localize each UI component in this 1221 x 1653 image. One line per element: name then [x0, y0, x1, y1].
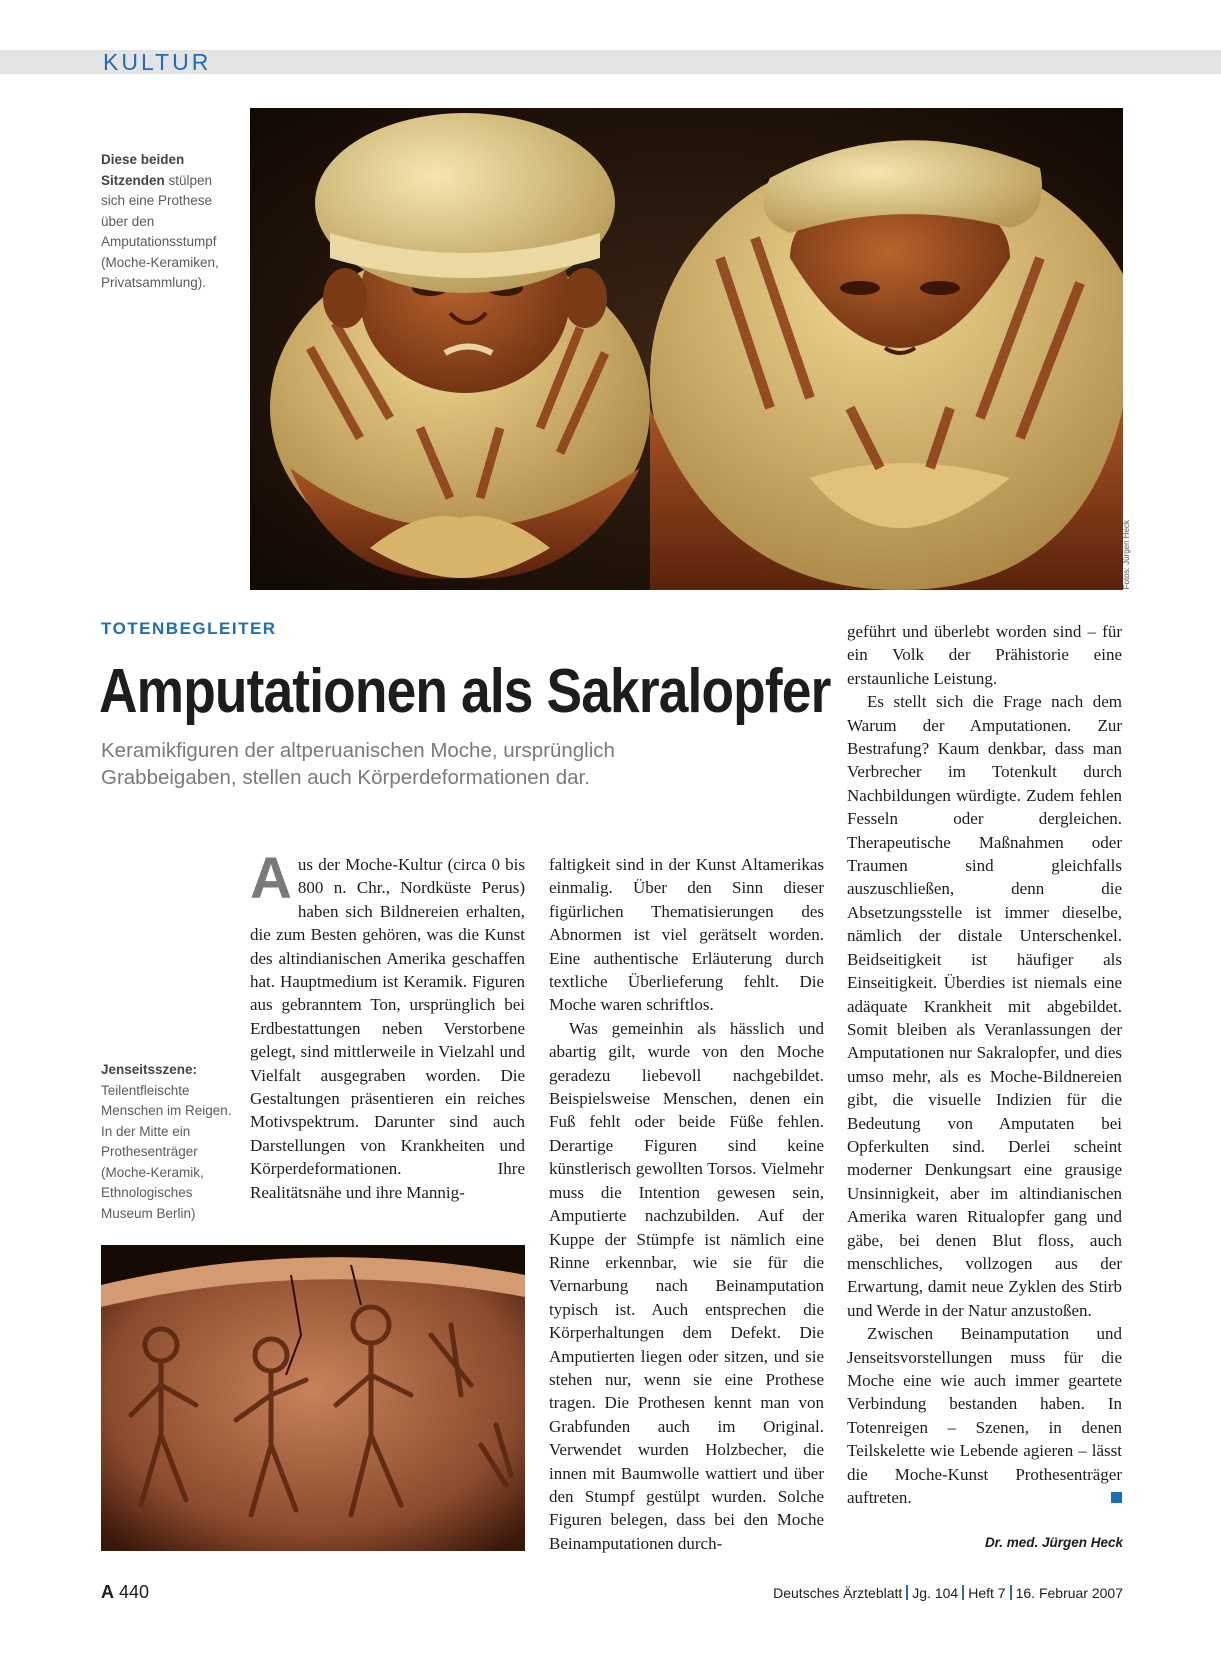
article-column-2: [549, 853, 824, 1555]
caption-top-bold: Diese beiden Sitzenden: [101, 152, 185, 188]
caption-bottom-bold: Jenseitsszene:: [101, 1062, 198, 1077]
paragraph: [847, 1322, 1122, 1509]
paragraph-text: Zwischen Beinamputation und Jenseitsvorstellungen muss für die Moche eine wie auch immer geartete Verbindung bestanden haben. In Totenreigen – Szenen, in denen Teilskelette wie Lebende agieren – lässt die Moche-Kunst Prothesenträger auftreten.: [847, 1324, 1122, 1508]
article-subheadline: Keramikfiguren der altperuanischen Moche, ursprünglich Grabbeigaben, stellen auch Körperdeformationen dar.: [101, 739, 615, 789]
journal-name: Deutsches Ärzteblatt: [773, 1585, 903, 1601]
paragraph: Es stellt sich die Frage nach dem Warum der Amputationen. Zur Bestrafung? Kaum denkbar, dass man Verbrecher im Totenkult durch Nachbildungen würdigte. Zudem fehlen Fesseln oder dergleichen. Therapeutische Maßnahmen oder Traumen sind gleichfalls auszuschließen, denn die Absetzungsstelle ist immer dieselbe, nämlich der distale Unterschenkel. Beidseitigkeit ist häufiger als Einseitigkeit. Überdies ist niemals eine adäquate Krankheit mit abgebildet. Somit bleiben als Veranlassungen der Amputationen nur Sakralopfer, und dies umso mehr, als es Moche-Bildnereien gibt, die visuelle Indizien für die Bedeutung von Amputaten bei Opferkulten sind. Derlei scheint moderner Denkungsart eine grausige Unsinnigkeit, aber im altindianischen Amerika waren Ritualopfer gang und gäbe, bei denen Blut floss, auch menschliches, vollzogen aus der Erwartung, damit neue Zyklen des Stirb und Werde in der Natur anzustoßen.: [847, 692, 1122, 1320]
journal-issue: Heft 7: [968, 1585, 1006, 1601]
photo-ceramic-vessel: [101, 1245, 525, 1551]
paragraph-text: us der Moche-Kultur (circa 0 bis 800 n. Chr., Nordküste Perus) haben sich Bildnereien erhalten, die zum Besten gehören, was die Kunst des altindianischen Amerika geschaffen hat. Hauptmedium ist Keramik. Figuren aus gebranntem Ton, ursprünglich bei Erdbestattungen neben Verstorbene gelegt, sind mittlerweile in Vielzahl und Vielfalt ausgegraben worden. Die Gestaltungen präsentieren ein reiches Motivspektrum. Darunter sind auch Darstellungen von Krankheiten und Körperdeformationen. Ihre Realitätsnähe und ihre Mannig-: [250, 855, 525, 1202]
caption-top-text: stülpen sich eine Prothese über den Amputationsstumpf (Moche-Keramiken, Privatsammlung).: [101, 172, 219, 290]
page-number: [101, 1582, 149, 1603]
journal-volume: Jg. 104: [912, 1585, 959, 1601]
end-square-icon: [1111, 1492, 1122, 1503]
page-prefix: A: [101, 1582, 114, 1602]
caption-bottom-text: Teilentfleischte Menschen im Reigen. In der Mitte ein Prothesenträger (Moche-Keramik, Ethnologisches Museum Berlin): [101, 1082, 232, 1221]
author-byline: Dr. med. Jürgen Heck: [984, 1535, 1123, 1550]
article-column-3: [847, 620, 1122, 1509]
journal-date: 16. Februar 2007: [1015, 1585, 1123, 1601]
paragraph: faltigkeit sind in der Kunst Altamerikas einmalig. Über den Sinn dieser figürlichen Thematisierungen des Abnormen ist viel gerätselt worden. Eine authentische Erläuterung durch textliche Überlieferung fehlt. Die Moche waren schriftlos.: [549, 855, 824, 1015]
photo-credit: Fotos: Jürgen Heck: [1122, 520, 1131, 590]
ceramic-figures-illustration: [250, 108, 1123, 590]
paragraph: geführt und überlebt worden sind – für ein Volk der Prähistorie eine erstaunliche Leistung.: [847, 622, 1122, 688]
photo-moche-figures: [250, 108, 1123, 590]
separator: [1010, 1585, 1012, 1600]
photo-caption-bottom: [101, 1060, 233, 1224]
article-kicker: TOTENBEGLEITER: [101, 619, 277, 638]
separator: [962, 1585, 964, 1600]
dropcap: A: [250, 846, 292, 911]
article-headline: Amputationen als Sakralopfer: [99, 657, 831, 726]
article-column-1: [250, 846, 525, 1204]
journal-info: [773, 1585, 1123, 1601]
section-label: KULTUR: [103, 49, 212, 75]
paragraph: [250, 846, 525, 1204]
photo-caption-top: [101, 150, 231, 294]
paragraph: Was gemeinhin als hässlich und abartig gilt, wurde von den Moche geradezu liebevoll nachgebildet. Beispielsweise Menschen, denen ein Fuß fehlt oder beide Füße fehlen. Derartige Figuren sind keine künstlerisch gewollten Torsos. Vielmehr muss die Intention gewesen sein, Amputierte nachzubilden. Auf der Kuppe der Stümpfe ist nämlich eine Rinne erkennbar, wie sie für die Vernarbung nach Beinamputation typisch ist. Auch entsprechen die Körperhaltungen dem Defekt. Die Amputierten liegen oder sitzen, und sie stehen nur, wenn sie eine Prothese tragen. Die Prothesen kennt man von Grabfunden auch im Original. Verwendet wurden Holzbecher, die innen mit Baumwolle wattiert und über den Stumpf gestülpt wurden. Solche Figuren belegen, dass bei den Moche Beinamputationen durch-: [549, 1018, 824, 1553]
page-number-value: 440: [119, 1582, 150, 1602]
ceramic-vessel-illustration: [101, 1245, 525, 1551]
separator: [906, 1585, 908, 1600]
